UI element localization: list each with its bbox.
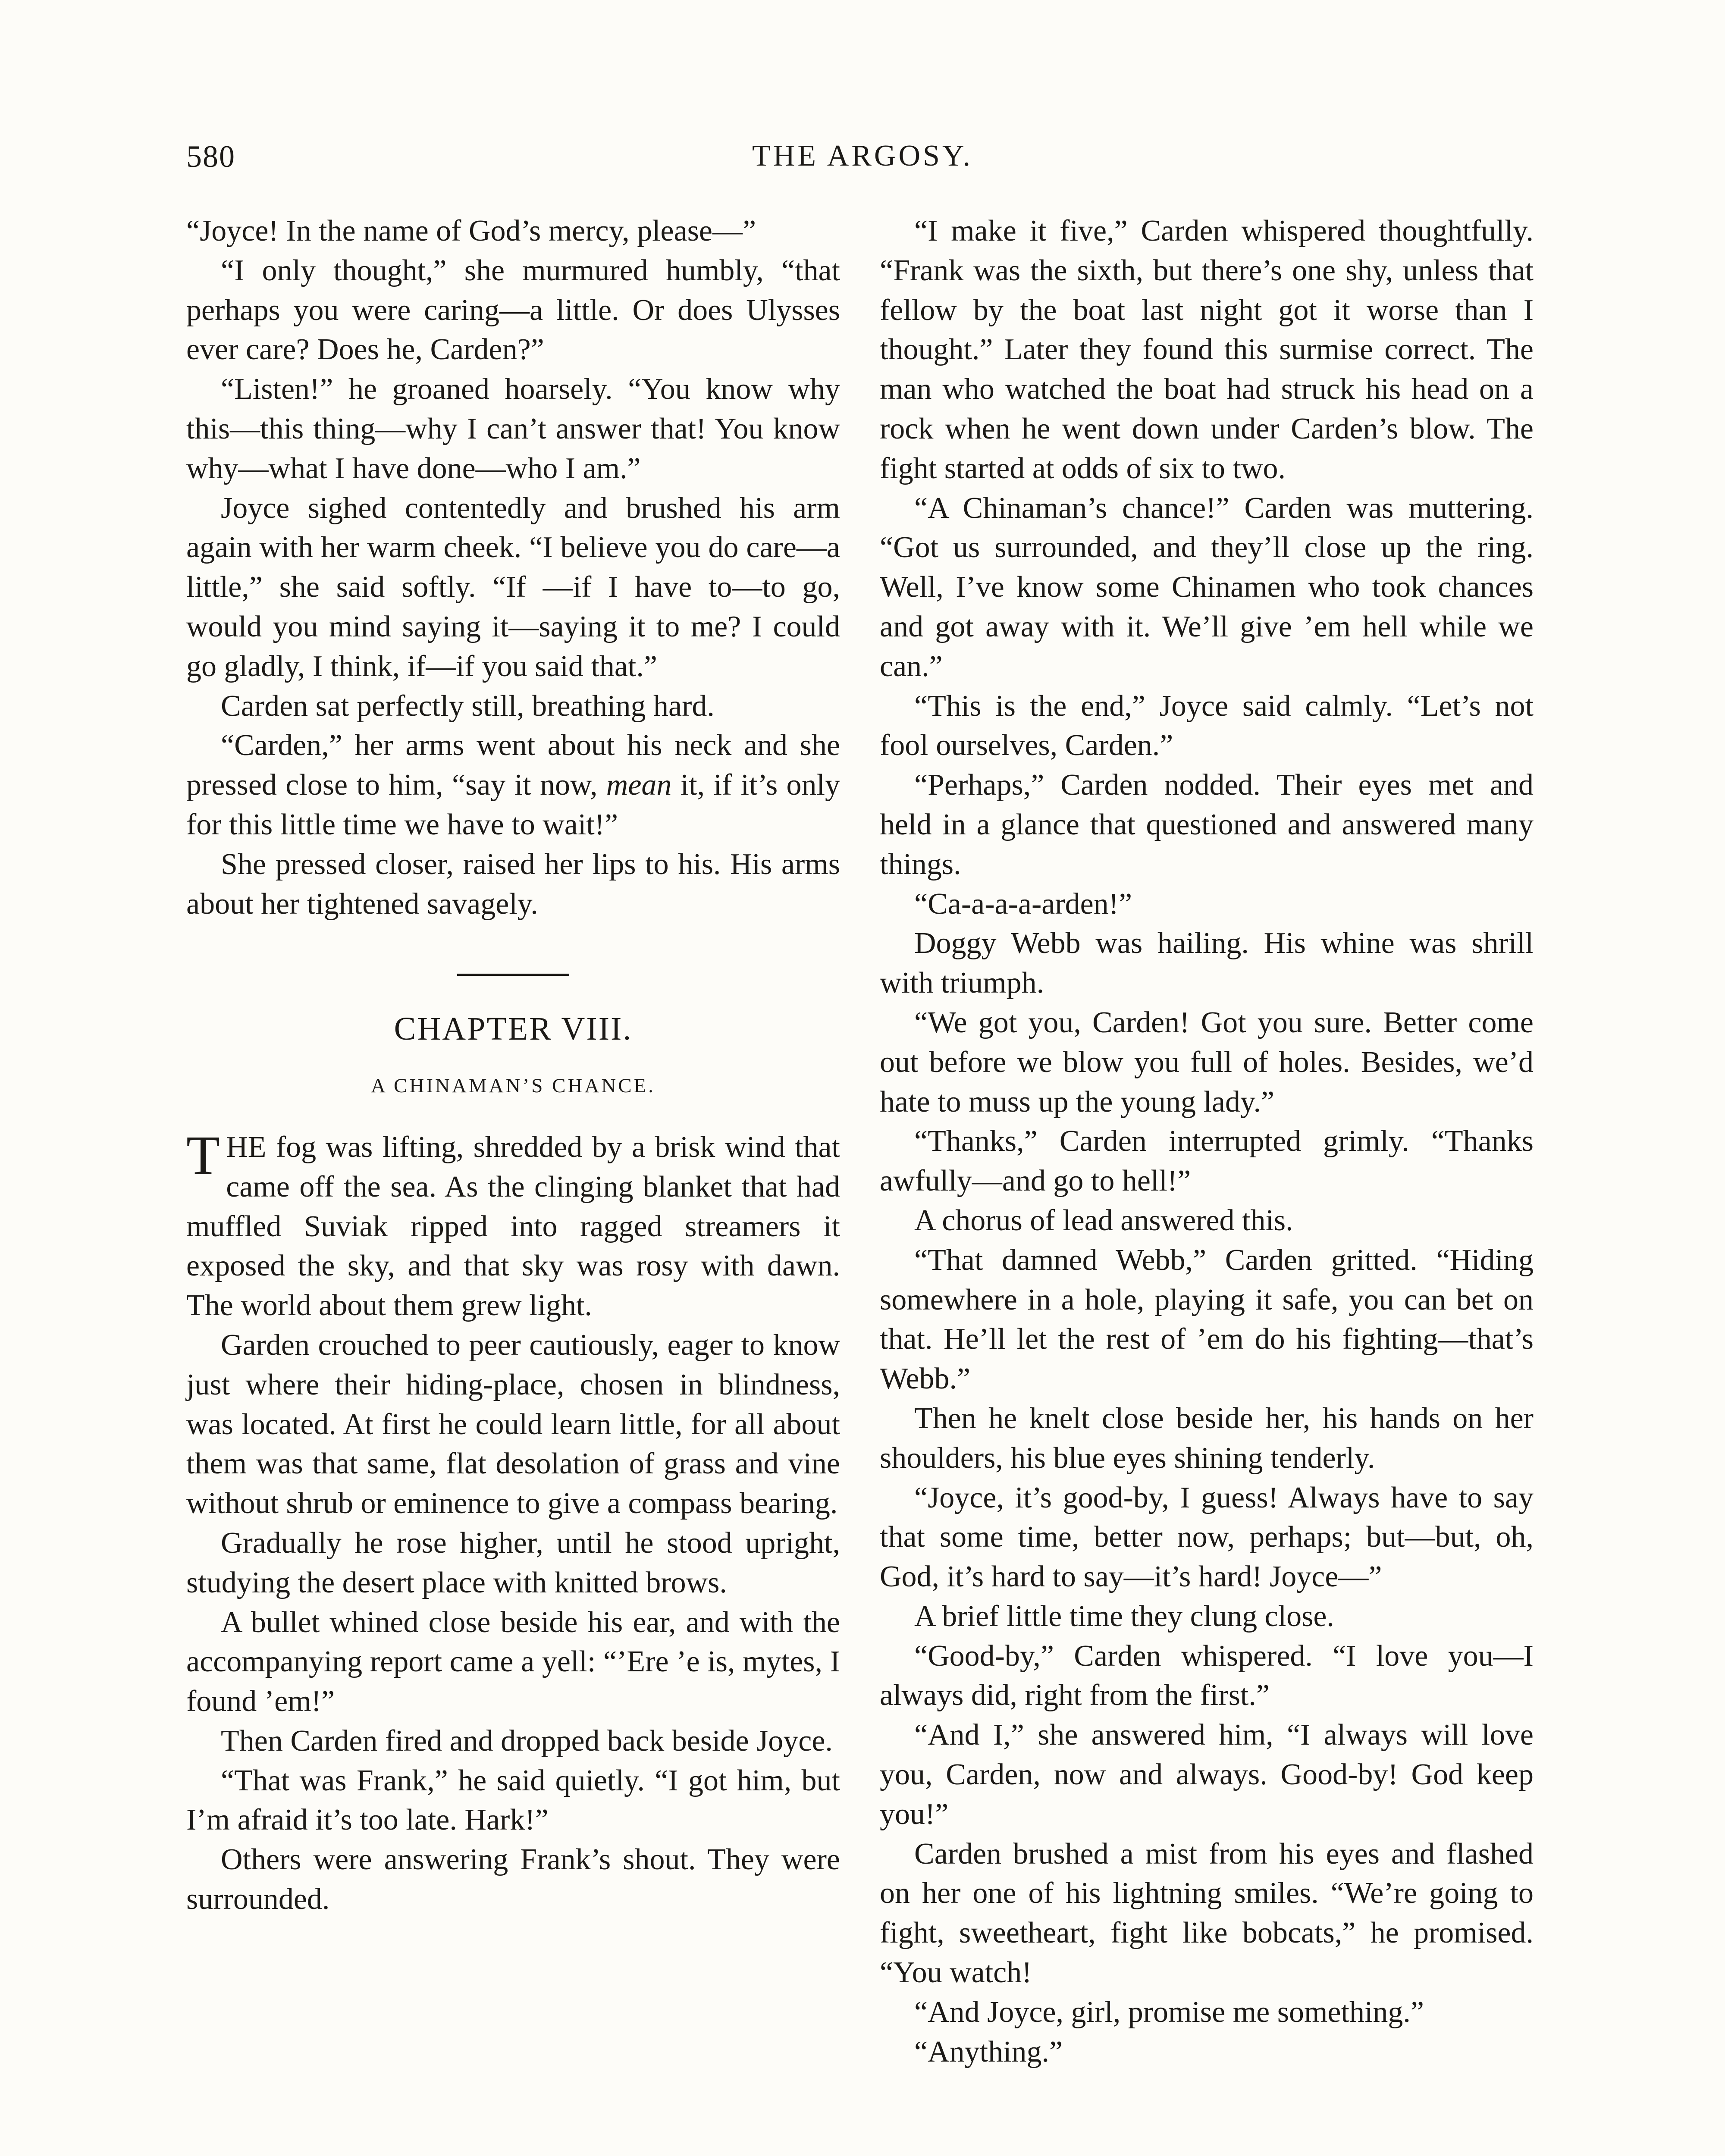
chapter-subtitle: A CHINAMAN’S CHANCE. [370,1075,656,1097]
paragraph: Joyce sighed contentedly and brushed his arm again with her warm cheek. “I believe you do care—a little,” she said softly. “If —if I have to—to go, would you mind saying it—saying it to me? I could go gladly, I think, if—if you said that.” [186,491,840,683]
paragraph: Doggy Webb was hailing. His whine was shrill with triumph. [880,927,1534,1000]
paragraph: “Perhaps,” Carden nodded. Their eyes met and held in a glance that questioned and answered many things. [880,768,1534,881]
paragraph: A bullet whined close beside his ear, and with the accompanying report came a yell: “’Ere ’e is, mytes, I found ’em!” [186,1605,840,1718]
paragraph: Others were answering Frank’s shout. They were surrounded. [186,1843,840,1916]
paragraph: A brief little time they clung close. [914,1599,1334,1633]
paragraph-text: “Carden,” her arms went about his neck and she pressed close to him, “say it now, [186,729,840,802]
page-number: 580 [186,139,235,174]
chapter-title: CHAPTER VIII. [394,1011,633,1047]
paragraph: “Good-by,” Carden whispered. “I love you—I always did, right from the first.” [880,1639,1534,1712]
paragraph: “Listen!” he groaned hoarsely. “You know why this—this thing—why I can’t answer that! You know why—what I have done—who I am.” [186,373,840,485]
paragraph: Carden brushed a mist from his eyes and flashed on her one of his lightning smiles. “We’re going to fight, sweetheart, fight like bobcats,” he promised. “You watch! [880,1837,1534,1990]
paragraph: A chorus of lead answered this. [914,1203,1293,1237]
paragraph: “I make it five,” Carden whispered thoughtfully. “Frank was the sixth, but there’s one shy, unless that fellow by the boat last night got it worse than I thought.” Later they found this surmise correct. The man who watched the boat had struck his head on a rock when he went down under Carden’s blow. The fight started at odds of six to two. [880,214,1534,485]
paragraph: Then Carden fired and dropped back beside Joyce. [221,1724,833,1758]
paragraph: Carden sat perfectly still, breathing hard. [221,689,715,723]
page-header [186,139,1539,186]
chapter-opening-paragraph [186,1124,840,1326]
paragraph: “This is the end,” Joyce said calmly. “Let’s not fool ourselves, Carden.” [880,689,1534,762]
paragraph: “Thanks,” Carden interrupted grimly. “Thanks awfully—and go to hell!” [880,1125,1534,1198]
paragraph: “That was Frank,” he said quietly. “I got him, but I’m afraid it’s too late. Hark!” [186,1764,840,1837]
paragraph: She pressed closer, raised her lips to his. His arms about her tightened savagely. [186,847,840,921]
paragraph: “Ca-a-a-a-arden!” [914,887,1132,921]
emphasized-word: mean [606,768,672,802]
paragraph-text: it, if it’s only for this little time we have to wait!” [186,768,840,841]
right-column [880,211,1534,2071]
paragraph: “We got you, Carden! Got you sure. Better come out before we blow you full of holes. Besides, we’d hate to muss up the young lady.” [880,1006,1534,1119]
paragraph: “That damned Webb,” Carden gritted. “Hiding somewhere in a hole, playing it safe, you can bet on that. He’ll let the rest of ’em do his fighting—that’s Webb.” [880,1243,1534,1396]
left-column [186,211,840,1919]
paragraph: “Joyce! In the name of God’s mercy, please—” [186,214,756,248]
paragraph: “I only thought,” she murmured humbly, “that perhaps you were caring—a little. Or does Ulysses ever care? Does he, Carden?” [186,254,840,367]
paragraph: “A Chinaman’s chance!” Carden was muttering. “Got us surrounded, and they’ll close up the ring. Well, I’ve know some Chinamen who took chances and got away with it. We’ll give ’em hell while we can.” [880,491,1534,683]
paragraph-with-emphasis [186,726,840,844]
paragraph: Gradually he rose higher, until he stood upright, studying the desert place with knitted brows. [186,1526,840,1599]
paragraph-text: HE fog was lifting, shredded by a brisk wind that came off the sea. As the clinging blanket that had muffled Suviak ripped into ragged streamers it exposed the sky, and that sky was rosy with dawn. The world about them grew light. [186,1130,840,1322]
paragraph: “And Joyce, girl, promise me something.” [914,1995,1424,2029]
running-title: THE ARGOSY. [752,139,973,172]
paragraph: “Joyce, it’s good-by, I guess! Always have to say that some time, better now, perhaps; but—but, oh, God, it’s hard to say—it’s hard! Joyce—” [880,1481,1534,1594]
paragraph: Garden crouched to peer cautiously, eager to know just where their hiding-place, chosen in blindness, was located. At first he could learn little, for all about them was that same, flat desolation of grass and vine without shrub or eminence to give a compass bearing. [186,1328,840,1520]
paragraph: “Anything.” [914,2035,1063,2068]
paragraph: “And I,” she answered him, “I always will love you, Carden, now and always. Good-by! God keep you!” [880,1718,1534,1831]
drop-cap-letter: T [186,1124,220,1186]
section-divider [457,974,569,976]
paragraph: Then he knelt close beside her, his hands on her shoulders, his blue eyes shining tenderly. [880,1401,1534,1475]
